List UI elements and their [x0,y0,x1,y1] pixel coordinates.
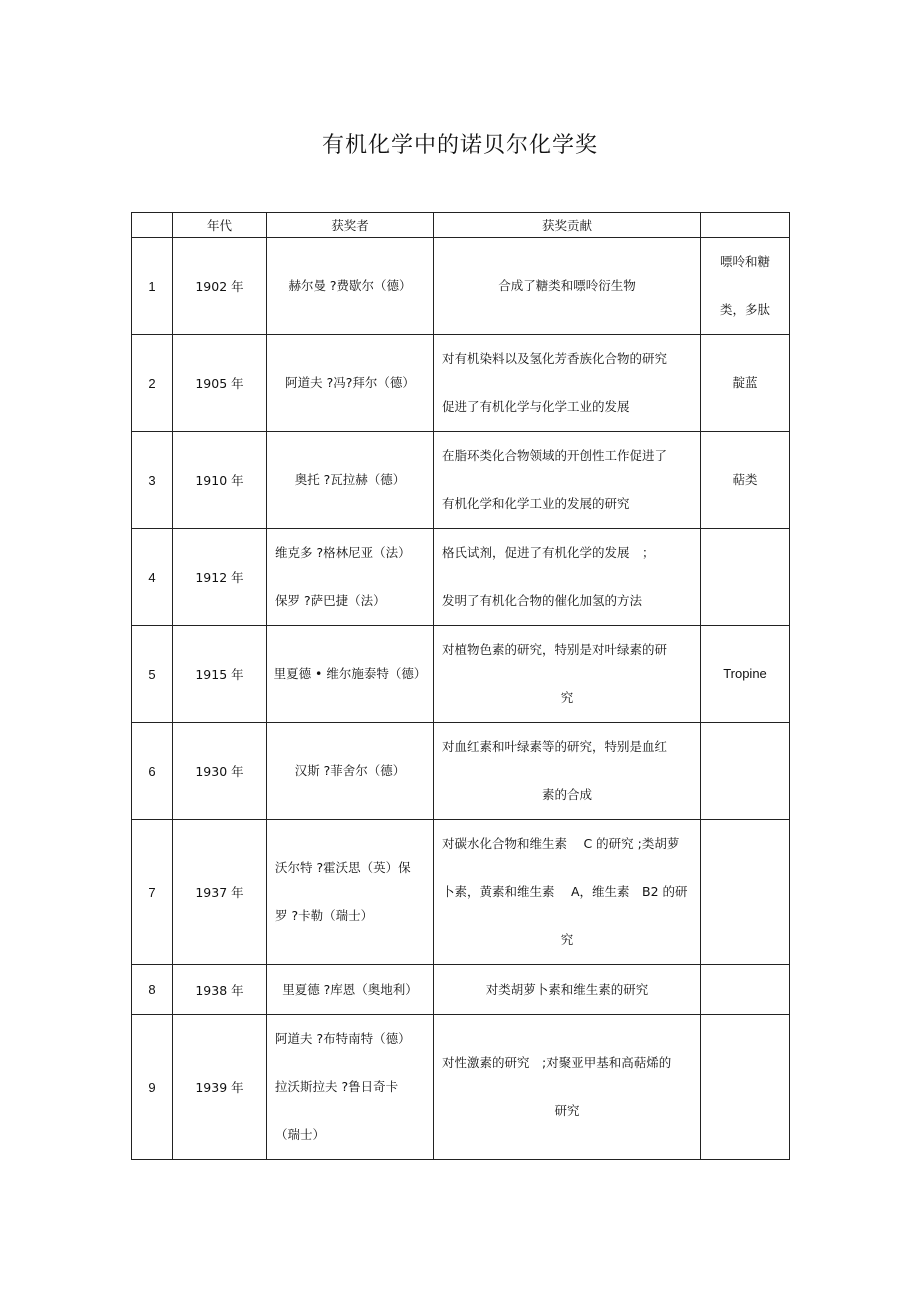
header-year: 年代 [173,213,267,238]
contribution-text [434,978,700,1002]
table-row [132,1015,790,1160]
row-contribution [434,723,701,820]
row-laureates-line: 沃尔特 ?霍沃思（英）保 [275,860,411,875]
row-contribution [434,238,701,335]
row-laureates [267,626,434,723]
row-index: 4 [132,529,173,626]
contribution-text [434,432,700,528]
row-laureates-line: 奥托 ?瓦拉赫（德） [294,472,406,487]
contribution-line: 对碳水化合物和维生素 C 的研究 ;类胡萝 [442,836,680,851]
row-note-line: 嘌呤和糖 [719,254,770,269]
row-laureates-line: 罗 ?卡勒（瑞士） [275,908,374,923]
contribution-line: 素的合成 [541,787,592,802]
row-year: 1938 年 [173,965,267,1015]
contribution-line: 对类胡萝卜素和维生素的研究 [485,981,649,997]
row-year: 1937 年 [173,820,267,965]
row-note [701,820,790,965]
contribution-line: 合成了糖类和嘌呤衍生物 [498,278,636,293]
contribution-line: 卜素，黄素和维生素 A，维生素 B2 的研 [442,884,688,899]
contribution-line: 对血红素和叶绿素等的研究，特别是血红 [442,739,668,754]
row-index: 9 [132,1015,173,1160]
row-note [701,529,790,626]
row-index: 1 [132,238,173,335]
row-note-line: 类，多肽 [719,302,770,317]
contribution-line: 对性激素的研究 ;对聚亚甲基和高萜烯的 [442,1055,672,1070]
row-note [701,335,790,432]
row-note [701,1015,790,1160]
table-row [132,820,790,965]
contribution-text [434,335,700,431]
row-laureates-line: 维克多 ?格林尼亚（法） [275,545,411,560]
row-index: 3 [132,432,173,529]
table-row [132,238,790,335]
row-laureates-line: 拉沃斯拉夫 ?鲁日奇卡 [275,1079,399,1094]
row-laureates [267,820,434,965]
row-laureates [267,1015,434,1160]
row-laureates-line: 里夏德 • 维尔施泰特（德） [273,666,427,681]
contribution-line: 有机化学和化学工业的发展的研究 [442,496,630,511]
row-note [701,238,790,335]
row-contribution [434,432,701,529]
row-index: 8 [132,965,173,1015]
row-laureates-line: 保罗 ?萨巴捷（法） [275,593,386,608]
contribution-text [434,626,700,722]
row-laureates [267,432,434,529]
row-laureates-line: 里夏德 ?库恩（奥地利） [282,981,418,997]
row-laureates [267,723,434,820]
row-note [701,723,790,820]
contribution-line: 在脂环类化合物领域的开创性工作促进了 [442,448,668,463]
contribution-text [434,262,700,310]
row-laureates [267,238,434,335]
row-index: 2 [132,335,173,432]
row-laureates-line: 赫尔曼 ?费歇尔（德） [288,278,412,293]
row-note [701,432,790,529]
contribution-line: 促进了有机化学与化学工业的发展 [442,399,630,414]
header-laureates: 获奖者 [267,213,434,238]
table-row [132,626,790,723]
contribution-line: 格氏试剂，促进了有机化学的发展 ； [442,545,655,560]
page-title: 有机化学中的诺贝尔化学奖 [321,133,598,158]
row-contribution [434,626,701,723]
row-contribution [434,335,701,432]
table-row [132,965,790,1015]
row-note-line: Tropine [723,666,767,681]
table-row [132,432,790,529]
table-row [132,529,790,626]
row-note-line: 萜类 [732,472,758,487]
row-laureates [267,335,434,432]
row-note-line: 靛蓝 [732,375,758,390]
header-note [701,213,790,238]
contribution-text [434,820,700,964]
contribution-line: 究 [560,690,574,705]
row-note [701,626,790,723]
contribution-line: 发明了有机化合物的催化加氢的方法 [442,593,643,608]
contribution-text [434,529,700,625]
row-contribution [434,529,701,626]
row-note [701,965,790,1015]
contribution-line: 研究 [554,1103,580,1118]
contribution-line: 对植物色素的研究，特别是对叶绿素的研 [442,642,668,657]
row-year: 1905 年 [173,335,267,432]
row-laureates-line: 阿道夫 ?冯?拜尔（德） [285,375,415,390]
table-row [132,335,790,432]
row-index: 6 [132,723,173,820]
row-laureates [267,965,434,1015]
row-contribution [434,1015,701,1160]
row-year: 1902 年 [173,238,267,335]
row-contribution [434,965,701,1015]
row-laureates-line: （瑞士） [275,1127,326,1142]
row-year: 1910 年 [173,432,267,529]
row-index: 5 [132,626,173,723]
row-laureates-line: 汉斯 ?菲舍尔（德） [294,763,406,778]
header-contribution: 获奖贡献 [434,213,701,238]
header-index [132,213,173,238]
table-header-row [132,213,790,238]
row-contribution [434,820,701,965]
table-row [132,723,790,820]
contribution-line: 究 [560,932,574,947]
contribution-text [434,723,700,819]
contribution-line: 对有机染料以及氢化芳香族化合物的研究 [442,351,668,366]
row-year: 1939 年 [173,1015,267,1160]
row-year: 1912 年 [173,529,267,626]
row-laureates-line: 阿道夫 ?布特南特（德） [275,1031,411,1046]
row-year: 1915 年 [173,626,267,723]
row-index: 7 [132,820,173,965]
nobel-table [131,212,790,1160]
contribution-text [434,1039,700,1135]
row-laureates [267,529,434,626]
row-year: 1930 年 [173,723,267,820]
